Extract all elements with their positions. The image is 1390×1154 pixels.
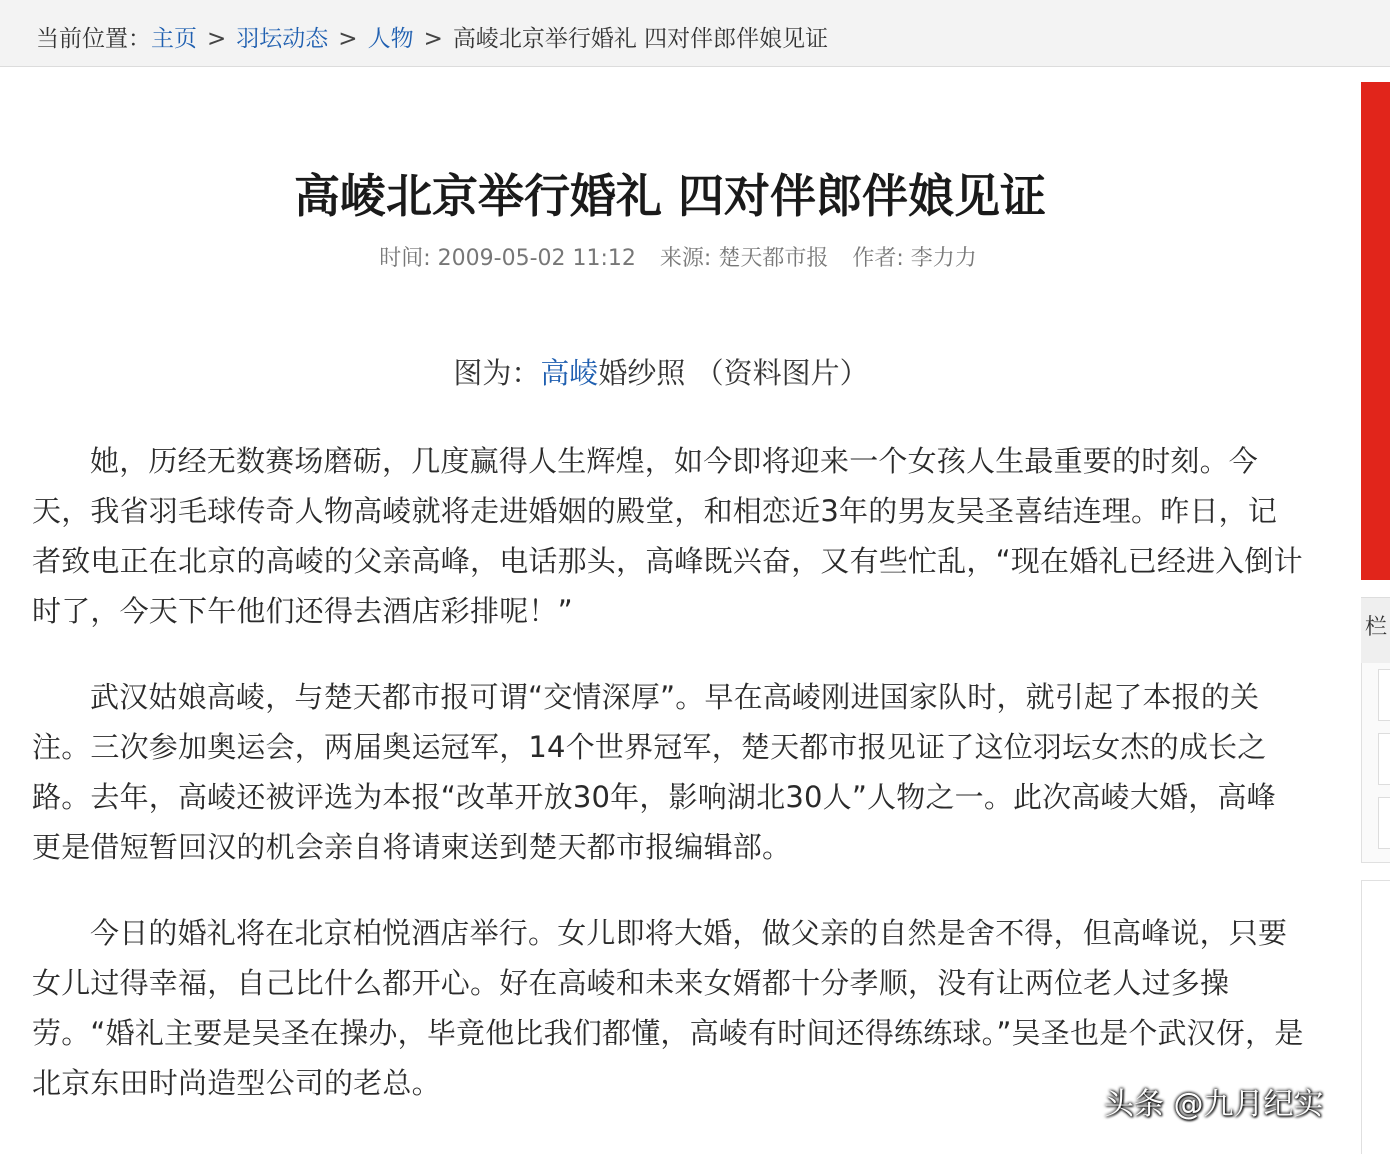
breadcrumb-current: 高崚北京举行婚礼 四对伴郎伴娘见证 — [452, 26, 829, 52]
caption-prefix: 图为： — [453, 356, 541, 390]
breadcrumb-separator: > — [423, 26, 443, 52]
sidebar-slot[interactable] — [1378, 669, 1390, 721]
article-source: 来源: 楚天都市报 — [659, 246, 829, 271]
breadcrumb-people-link[interactable]: 人物 — [367, 26, 414, 52]
breadcrumb-separator: > — [338, 26, 358, 52]
breadcrumb-label: 当前位置： — [36, 26, 151, 52]
watermark: 头条 @九月纪实 — [1104, 1087, 1324, 1122]
caption-suffix: 婚纱照 （资料图片） — [598, 356, 869, 390]
breadcrumb-separator: > — [207, 26, 227, 52]
sidebar-tab[interactable] — [1361, 597, 1390, 663]
sidebar-panel — [1361, 663, 1390, 863]
article-meta — [0, 243, 1356, 275]
article-title: 高崚北京举行婚礼 四对伴郎伴娘见证 — [293, 168, 1046, 223]
sidebar-tab-label: 栏 — [1365, 615, 1388, 640]
sidebar-panel-lower — [1361, 880, 1390, 1154]
breadcrumb-bar — [0, 0, 1390, 67]
breadcrumb-home-link[interactable]: 主页 — [151, 26, 197, 52]
article-author: 作者: 李力力 — [852, 246, 977, 271]
article-time: 时间: 2009-05-02 11:12 — [379, 246, 636, 271]
sidebar-slot[interactable] — [1378, 797, 1390, 849]
article-paragraph: 武汉姑娘高崚，与楚天都市报可谓“交情深厚”。早在高崚刚进国家队时，就引起了本报的关注。三次参加奥运会，两届奥运冠军，14个世界冠军，楚天都市报见证了这位羽坛女杰的成长之路。去年，高崚还被评选为本报“改革开放30年，影响湖北30人”人物之一。此次高崚大婚，高峰更是借短暂回汉的机会亲自将请柬送到楚天都市报编辑部。 — [32, 680, 1276, 864]
article-body — [32, 436, 1304, 1144]
breadcrumb-badminton-news-link[interactable]: 羽坛动态 — [236, 26, 329, 52]
article-paragraph: 今日的婚礼将在北京柏悦酒店举行。女儿即将大婚，做父亲的自然是舍不得，但高峰说，只要女儿过得幸福，自己比什么都开心。好在高崚和未来女婿都十分孝顺，没有让两位老人过多操劳。“婚礼主要是吴圣在操办，毕竟他比我们都懂，高崚有时间还得练练球。”吴圣也是个武汉伢，是北京东田时尚造型公司的老总。 — [32, 916, 1304, 1100]
sidebar-slot[interactable] — [1378, 733, 1390, 785]
image-caption — [0, 352, 1322, 394]
sidebar-red-banner[interactable] — [1361, 82, 1390, 580]
article-paragraph: 她，历经无数赛场磨砺，几度赢得人生辉煌，如今即将迎来一个女孩人生最重要的时刻。今天，我省羽毛球传奇人物高崚就将走进婚姻的殿堂，和相恋近3年的男友吴圣喜结连理。昨日，记者致电正在北京的高崚的父亲高峰，电话那头，高峰既兴奋，又有些忙乱，“现在婚礼已经进入倒计时了，今天下午他们还得去酒店彩排呢！” — [32, 444, 1303, 628]
breadcrumb — [36, 22, 828, 56]
caption-link[interactable]: 高崚 — [540, 356, 599, 390]
